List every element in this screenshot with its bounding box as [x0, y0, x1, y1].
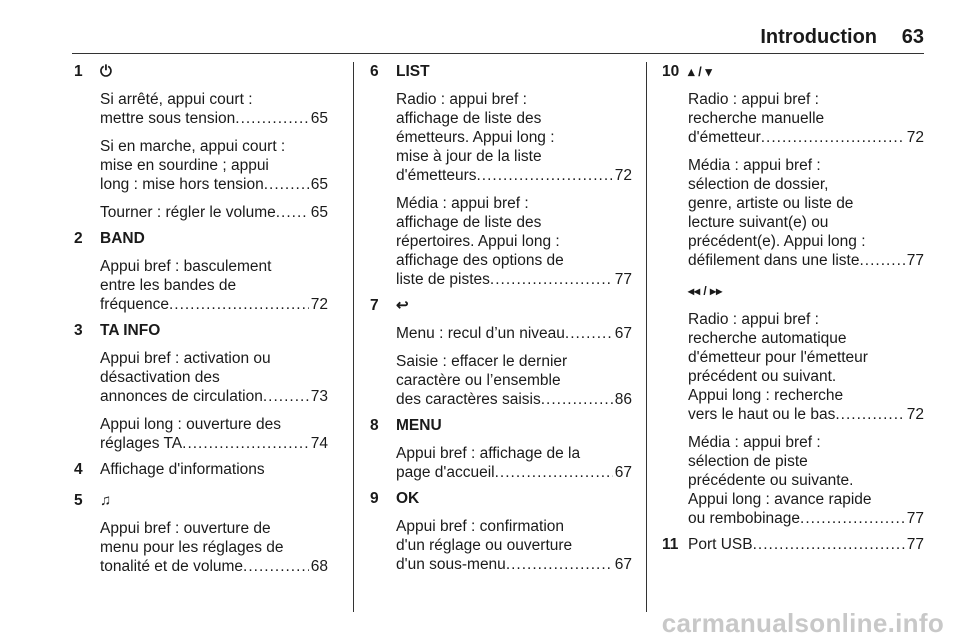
item-heading: MENU	[396, 417, 442, 434]
music-note-icon: ♫	[100, 492, 112, 509]
entry	[100, 137, 328, 194]
entry-line: précédent ou suivant.	[688, 368, 837, 385]
entry-line: Si arrêté, appui court :	[100, 91, 253, 108]
entry-text: page d'accueil	[396, 464, 495, 481]
entry-line: répertoires. Appui long :	[396, 233, 560, 250]
leader-dots	[565, 324, 613, 343]
entry-line: désactivation des	[100, 369, 220, 386]
entry-line: lecture suivant(e) ou	[688, 214, 829, 231]
page-ref: 72	[310, 296, 328, 313]
leader-dots	[235, 109, 308, 128]
entry-text: d'émetteurs	[396, 167, 477, 184]
entry-line: d'émetteur pour l'émetteur	[688, 349, 868, 366]
page-ref: 77	[906, 252, 924, 269]
entry	[100, 415, 328, 453]
page-ref: 72	[906, 129, 924, 146]
item-number: 6	[370, 63, 379, 80]
entry	[396, 90, 632, 185]
entry-line: sélection de piste	[688, 453, 808, 470]
page-ref: 67	[614, 325, 632, 342]
watermark: carmanualsonline.info	[661, 608, 944, 638]
entry-ref	[396, 463, 632, 482]
entry	[100, 519, 328, 576]
item-text	[688, 535, 924, 554]
entry-line: Si en marche, appui court :	[100, 138, 286, 155]
item-11	[662, 535, 924, 554]
page-ref: 65	[310, 176, 328, 193]
item-3	[74, 321, 328, 453]
entry-text: Menu : recul d’un niveau	[396, 325, 565, 342]
page-ref: 77	[906, 536, 924, 553]
entry-ref	[396, 324, 632, 343]
entry-line: d'un réglage ou ouverture	[396, 537, 573, 554]
entry-ref	[396, 270, 632, 289]
page-ref: 65	[310, 204, 328, 221]
item-number: 7	[370, 297, 379, 314]
entry-ref	[688, 251, 924, 270]
entry-line: mise en sourdine ; appui	[100, 157, 269, 174]
leader-dots	[541, 390, 613, 409]
item-number: 1	[74, 63, 83, 80]
entry-line: Appui bref : affichage de la	[396, 445, 581, 462]
entry-line: affichage des options de	[396, 252, 564, 269]
page-header	[0, 26, 960, 52]
page-ref: 67	[614, 464, 632, 481]
entry-text: Port USB	[688, 536, 753, 553]
page-title: Introduction	[760, 26, 877, 48]
item-number: 11	[662, 536, 679, 553]
entry-ref	[100, 109, 328, 128]
page-ref: 86	[614, 391, 632, 408]
page-ref: 77	[906, 510, 924, 527]
item-6	[370, 62, 632, 289]
entry-ref	[688, 405, 924, 424]
page-ref: 73	[310, 388, 328, 405]
leader-dots	[506, 555, 613, 574]
leader-dots	[835, 405, 904, 424]
entry-ref	[396, 166, 632, 185]
entry-line: Appui long : ouverture des	[100, 416, 281, 433]
leader-dots	[243, 557, 309, 576]
entry-ref	[100, 295, 328, 314]
item-2	[74, 229, 328, 314]
entry-text: réglages TA	[100, 435, 183, 452]
entry-text: liste de pistes	[396, 271, 490, 288]
item-1	[74, 62, 328, 222]
leader-dots	[263, 387, 309, 406]
header-rule	[72, 53, 924, 54]
entry-text: des caractères saisis	[396, 391, 541, 408]
leader-dots	[264, 175, 309, 194]
entry-line: affichage de liste des	[396, 110, 542, 127]
entry-ref	[100, 557, 328, 576]
entry-ref	[100, 434, 328, 453]
entry-line: affichage de liste des	[396, 214, 542, 231]
entry	[396, 194, 632, 289]
entry	[100, 203, 328, 222]
leader-dots	[490, 270, 613, 289]
entry-line: Appui bref : activation ou	[100, 350, 271, 367]
column-divider-2	[646, 62, 647, 612]
entry-line: menu pour les réglages de	[100, 539, 284, 556]
entry-line: Radio : appui bref :	[688, 91, 819, 108]
entry	[396, 352, 632, 409]
item-number: 9	[370, 490, 379, 507]
entry-line: genre, artiste ou liste de	[688, 195, 854, 212]
entry-text: d'un sous-menu	[396, 556, 506, 573]
item-number: 10	[662, 63, 680, 80]
entry-text: tonalité et de volume	[100, 558, 244, 575]
column-divider-1	[353, 62, 354, 612]
item-number: 8	[370, 417, 379, 434]
leader-dots	[169, 295, 309, 314]
item-4	[74, 460, 328, 479]
entry-line: précédente ou suivante.	[688, 472, 854, 489]
leader-dots	[753, 535, 905, 554]
entry	[100, 90, 328, 128]
entry-text: d'émetteur	[688, 129, 761, 146]
entry-line: recherche automatique	[688, 330, 847, 347]
item-number: 2	[74, 230, 83, 247]
entry-line: mise à jour de la liste	[396, 148, 542, 165]
entry-text: fréquence	[100, 296, 169, 313]
item-number: 5	[74, 492, 83, 509]
entry-line: émetteurs. Appui long :	[396, 129, 555, 146]
entry	[396, 444, 632, 482]
item-text	[100, 460, 328, 479]
entry-ref	[100, 387, 328, 406]
page-ref: 67	[614, 556, 632, 573]
page-number: 63	[901, 26, 924, 48]
page-ref: 74	[310, 435, 328, 452]
entry-line: Radio : appui bref :	[688, 311, 819, 328]
entry-line: Appui long : avance rapide	[688, 491, 872, 508]
entry	[688, 433, 924, 528]
entry-text: mettre sous tension	[100, 110, 236, 127]
entry-line: Appui bref : ouverture de	[100, 520, 271, 537]
entry	[688, 156, 924, 270]
entry-line: précédent(e). Appui long :	[688, 233, 866, 250]
item-9	[370, 489, 632, 574]
entry-line: Média : appui bref :	[688, 434, 821, 451]
back-arrow-icon: ↩	[396, 297, 409, 314]
page-ref: 65	[310, 110, 328, 127]
entry-line: Radio : appui bref :	[396, 91, 527, 108]
item-number: 4	[74, 461, 83, 478]
entry-text: annonces de circulation	[100, 388, 263, 405]
entry-line: Saisie : effacer le dernier	[396, 353, 568, 370]
column-1	[74, 62, 328, 576]
item-8	[370, 416, 632, 482]
entry-ref	[688, 509, 924, 528]
entry	[688, 90, 924, 147]
entry-line: Appui bref : basculement	[100, 258, 272, 275]
entry-text: vers le haut ou le bas	[688, 406, 836, 423]
entry-text: long : mise hors tension	[100, 176, 264, 193]
leader-dots	[182, 434, 309, 453]
item-heading: TA INFO	[100, 322, 161, 339]
page-ref: 72	[906, 406, 924, 423]
seek-arrows-icon: ◂◂ / ▸▸	[688, 284, 723, 298]
entry	[688, 310, 924, 424]
page-ref: 68	[310, 558, 328, 575]
entry-ref	[100, 175, 328, 194]
column-2	[370, 62, 632, 574]
item-heading: OK	[396, 490, 420, 507]
leader-dots	[859, 251, 904, 270]
entry	[100, 257, 328, 314]
leader-dots	[495, 463, 613, 482]
item-heading: BAND	[100, 230, 145, 247]
leader-dots	[276, 203, 309, 222]
column-3	[662, 62, 924, 554]
entry-line: Appui bref : confirmation	[396, 518, 565, 535]
up-down-arrows-icon: ▴ / ▾	[688, 64, 712, 79]
entry-ref	[396, 555, 632, 574]
item-7	[370, 296, 632, 409]
leader-dots	[761, 128, 905, 147]
item-number: 3	[74, 322, 83, 339]
entry-line: sélection de dossier,	[688, 176, 829, 193]
power-icon: ⏻	[100, 63, 112, 80]
entry-line: entre les bandes de	[100, 277, 237, 294]
item-heading: LIST	[396, 63, 430, 80]
item-5	[74, 491, 328, 576]
leader-dots	[477, 166, 613, 185]
entry-text: Affichage d'informations	[100, 461, 265, 478]
entry	[396, 517, 632, 574]
item-10	[662, 62, 924, 528]
entry-text: défilement dans une liste	[688, 252, 860, 269]
entry	[100, 349, 328, 406]
entry-ref	[396, 390, 632, 409]
leader-dots	[800, 509, 905, 528]
entry-line: recherche manuelle	[688, 110, 825, 127]
entry-ref	[100, 203, 328, 222]
entry-line: Média : appui bref :	[688, 157, 821, 174]
entry-text: ou rembobinage	[688, 510, 801, 527]
entry	[396, 324, 632, 343]
entry-line: Appui long : recherche	[688, 387, 844, 404]
entry-line: caractère ou l’ensemble	[396, 372, 561, 389]
entry-ref	[688, 128, 924, 147]
page-ref: 77	[614, 271, 632, 288]
entry-text: Tourner : régler le volume	[100, 204, 276, 221]
entry-line: Média : appui bref :	[396, 195, 529, 212]
page-ref: 72	[614, 167, 632, 184]
